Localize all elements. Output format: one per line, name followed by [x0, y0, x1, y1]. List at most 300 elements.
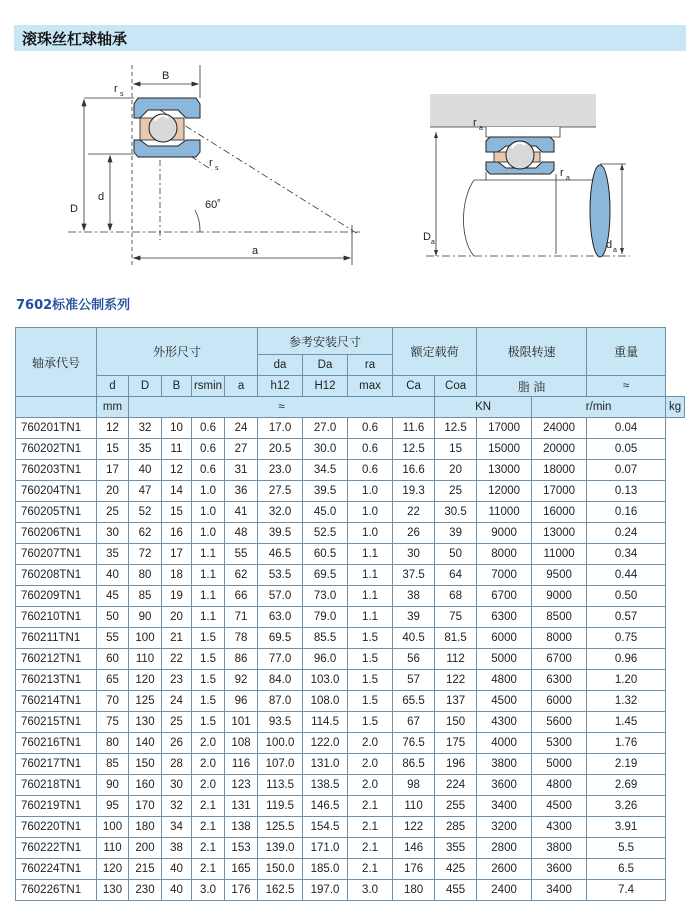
bearing-code-cell: 760210TN1: [16, 607, 97, 628]
table-cell: 18: [162, 565, 192, 586]
table-cell: 176: [393, 859, 435, 880]
table-cell: 15: [162, 502, 192, 523]
table-cell: 95: [97, 796, 129, 817]
table-cell: 131: [225, 796, 258, 817]
table-cell: 180: [393, 880, 435, 901]
label-Da: D: [423, 231, 431, 243]
table-cell: 32: [129, 418, 162, 439]
table-cell: 12.5: [435, 418, 477, 439]
table-cell: 1.5: [348, 691, 393, 712]
table-cell: 0.57: [587, 607, 666, 628]
table-cell: 69.5: [258, 628, 303, 649]
table-cell: 19: [162, 586, 192, 607]
header-d: d: [97, 376, 129, 397]
table-cell: 7000: [477, 565, 532, 586]
table-cell: 2.1: [348, 796, 393, 817]
table-cell: 6700: [477, 586, 532, 607]
table-cell: 1.1: [348, 586, 393, 607]
label-d: d: [98, 191, 105, 203]
table-cell: 32.0: [258, 502, 303, 523]
table-cell: 8000: [532, 628, 587, 649]
table-cell: 62: [129, 523, 162, 544]
table-cell: 23.0: [258, 460, 303, 481]
table-cell: 176: [225, 880, 258, 901]
table-cell: 2.0: [192, 775, 225, 796]
table-cell: 21: [162, 628, 192, 649]
table-cell: 3400: [532, 880, 587, 901]
label-B: B: [162, 70, 170, 82]
table-cell: 0.75: [587, 628, 666, 649]
table-cell: 56: [393, 649, 435, 670]
table-cell: 2400: [477, 880, 532, 901]
bearing-spec-table: [15, 327, 685, 901]
header-code: 轴承代号: [16, 328, 97, 397]
unit-mm: mm: [97, 397, 129, 418]
table-cell: 2.0: [192, 754, 225, 775]
table-cell: 100.0: [258, 733, 303, 754]
table-cell: 17: [162, 544, 192, 565]
table-cell: 110: [129, 649, 162, 670]
table-cell: 30.0: [303, 439, 348, 460]
header-weight: 重量: [587, 328, 666, 376]
table-row: [16, 712, 685, 733]
table-cell: 81.5: [435, 628, 477, 649]
table-row: [16, 754, 685, 775]
table-cell: 52.5: [303, 523, 348, 544]
header-a: a: [225, 376, 258, 397]
table-cell: 185.0: [303, 859, 348, 880]
table-cell: 28: [162, 754, 192, 775]
table-cell: 17000: [532, 481, 587, 502]
table-cell: 4500: [477, 691, 532, 712]
table-cell: 22: [162, 649, 192, 670]
bearing-code-cell: 760205TN1: [16, 502, 97, 523]
left-bearing-diagram: [68, 65, 360, 265]
table-cell: 170: [129, 796, 162, 817]
table-cell: 146.5: [303, 796, 348, 817]
table-cell: 120: [129, 670, 162, 691]
table-cell: 4000: [477, 733, 532, 754]
table-cell: 1.0: [348, 502, 393, 523]
table-row: [16, 460, 685, 481]
bearing-code-cell: 760224TN1: [16, 859, 97, 880]
table-cell: 36: [225, 481, 258, 502]
table-cell: 39.5: [303, 481, 348, 502]
table-cell: 1.5: [192, 691, 225, 712]
header-rsmin: rsmin: [192, 376, 225, 397]
table-cell: 138: [225, 817, 258, 838]
table-cell: 0.50: [587, 586, 666, 607]
table-cell: 22: [393, 502, 435, 523]
table-cell: 38: [162, 838, 192, 859]
table-cell: 76.5: [393, 733, 435, 754]
table-cell: 1.0: [192, 523, 225, 544]
table-row: [16, 607, 685, 628]
table-cell: 27.0: [303, 418, 348, 439]
label-D: D: [70, 203, 78, 215]
table-cell: 24000: [532, 418, 587, 439]
table-cell: 130: [97, 880, 129, 901]
title-bar: [14, 25, 686, 51]
table-row: [16, 439, 685, 460]
table-cell: 12000: [477, 481, 532, 502]
label-rs-top: r: [114, 83, 118, 95]
header-h12: h12: [258, 376, 303, 397]
table-cell: 40: [162, 859, 192, 880]
table-cell: 45: [97, 586, 129, 607]
table-cell: 18000: [532, 460, 587, 481]
table-cell: 24: [162, 691, 192, 712]
table-row: [16, 649, 685, 670]
table-cell: 90: [129, 607, 162, 628]
table-row: [16, 586, 685, 607]
table-row: [16, 628, 685, 649]
table-cell: 25: [97, 502, 129, 523]
table-cell: 355: [435, 838, 477, 859]
table-cell: 116: [225, 754, 258, 775]
table-cell: 112: [435, 649, 477, 670]
page-title: 滚珠丝杠球轴承: [22, 30, 128, 48]
table-cell: 175: [435, 733, 477, 754]
table-cell: 86.5: [393, 754, 435, 775]
table-cell: 52: [129, 502, 162, 523]
table-cell: 140: [129, 733, 162, 754]
bearing-code-cell: 760222TN1: [16, 838, 97, 859]
label-angle: 60˚: [205, 199, 221, 211]
table-cell: 7.4: [587, 880, 666, 901]
table-cell: 37.5: [393, 565, 435, 586]
table-cell: 34: [162, 817, 192, 838]
table-body: [16, 418, 685, 901]
table-cell: 23: [162, 670, 192, 691]
table-cell: 255: [435, 796, 477, 817]
table-cell: 2.0: [348, 754, 393, 775]
table-cell: 31: [225, 460, 258, 481]
table-cell: 196: [435, 754, 477, 775]
table-cell: 35: [97, 544, 129, 565]
table-row: [16, 838, 685, 859]
table-cell: 13000: [477, 460, 532, 481]
table-cell: 5000: [532, 754, 587, 775]
table-cell: 40: [162, 880, 192, 901]
label-rs-side: r: [209, 157, 213, 169]
table-cell: 27: [225, 439, 258, 460]
table-cell: 0.6: [348, 439, 393, 460]
table-cell: 108.0: [303, 691, 348, 712]
table-cell: 3600: [532, 859, 587, 880]
bearing-code-cell: 760204TN1: [16, 481, 97, 502]
table-cell: 4500: [532, 796, 587, 817]
table-row: [16, 796, 685, 817]
label-ra-top-sub: a: [479, 125, 483, 132]
table-cell: 0.96: [587, 649, 666, 670]
table-cell: 60: [97, 649, 129, 670]
table-cell: 50: [435, 544, 477, 565]
table-cell: 90: [97, 775, 129, 796]
table-cell: 6300: [477, 607, 532, 628]
table-cell: 103.0: [303, 670, 348, 691]
table-cell: 79.0: [303, 607, 348, 628]
table-cell: 108: [225, 733, 258, 754]
table-cell: 34.5: [303, 460, 348, 481]
table-cell: 2.1: [192, 859, 225, 880]
table-cell: 3800: [532, 838, 587, 859]
table-cell: 47: [129, 481, 162, 502]
table-row: [16, 691, 685, 712]
table-cell: 4300: [532, 817, 587, 838]
table-cell: 0.07: [587, 460, 666, 481]
table-cell: 1.5: [192, 649, 225, 670]
header-install-dims: 参考安装尺寸: [258, 328, 393, 355]
table-cell: 46.5: [258, 544, 303, 565]
header-rated-load: 额定载荷: [393, 328, 477, 376]
table-cell: 0.13: [587, 481, 666, 502]
header-outer-dims: 外形尺寸: [97, 328, 258, 376]
bearing-code-cell: 760202TN1: [16, 439, 97, 460]
table-cell: 122.0: [303, 733, 348, 754]
table-row: [16, 565, 685, 586]
table-cell: 0.05: [587, 439, 666, 460]
table-cell: 2.1: [192, 838, 225, 859]
table-cell: 5600: [532, 712, 587, 733]
table-cell: 2.1: [192, 817, 225, 838]
table-cell: 41: [225, 502, 258, 523]
table-cell: 1.1: [192, 586, 225, 607]
table-cell: 77.0: [258, 649, 303, 670]
table-cell: 17: [97, 460, 129, 481]
table-cell: 45.0: [303, 502, 348, 523]
table-row: [16, 502, 685, 523]
table-cell: 5000: [477, 649, 532, 670]
table-cell: 162.5: [258, 880, 303, 901]
table-row: [16, 733, 685, 754]
bearing-code-cell: 760206TN1: [16, 523, 97, 544]
table-cell: 15: [97, 439, 129, 460]
table-cell: 71: [225, 607, 258, 628]
table-cell: 0.24: [587, 523, 666, 544]
table-cell: 2.19: [587, 754, 666, 775]
header-grease: 脂 油: [477, 376, 587, 397]
table-cell: 197.0: [303, 880, 348, 901]
table-cell: 1.0: [348, 481, 393, 502]
label-ra-side-sub: a: [566, 175, 570, 182]
table-cell: 122: [393, 817, 435, 838]
table-cell: 150: [129, 754, 162, 775]
table-cell: 131.0: [303, 754, 348, 775]
table-cell: 139.0: [258, 838, 303, 859]
table-cell: 0.6: [348, 460, 393, 481]
table-cell: 1.1: [192, 544, 225, 565]
table-cell: 57: [393, 670, 435, 691]
table-cell: 0.6: [348, 418, 393, 439]
table-cell: 85.5: [303, 628, 348, 649]
bearing-code-cell: 760207TN1: [16, 544, 97, 565]
table-cell: 215: [129, 859, 162, 880]
header-Ca: Ca: [393, 376, 435, 397]
table-cell: 2.1: [348, 859, 393, 880]
table-cell: 30: [393, 544, 435, 565]
label-rs-side-sub: s: [215, 165, 219, 172]
table-cell: 100: [129, 628, 162, 649]
table-cell: 1.76: [587, 733, 666, 754]
table-cell: 30: [97, 523, 129, 544]
table-cell: 1.5: [348, 649, 393, 670]
table-cell: 96.0: [303, 649, 348, 670]
table-cell: 200: [129, 838, 162, 859]
table-cell: 11000: [477, 502, 532, 523]
table-cell: 150.0: [258, 859, 303, 880]
table-cell: 160: [129, 775, 162, 796]
table-row: [16, 775, 685, 796]
table-cell: 55: [225, 544, 258, 565]
table-cell: 2.1: [348, 838, 393, 859]
bearing-code-cell: 760209TN1: [16, 586, 97, 607]
table-cell: 12.5: [393, 439, 435, 460]
table-cell: 180: [129, 817, 162, 838]
table-cell: 0.04: [587, 418, 666, 439]
bearing-code-cell: 760212TN1: [16, 649, 97, 670]
unit-kg: kg: [666, 397, 685, 418]
table-cell: 20: [162, 607, 192, 628]
table-row: [16, 418, 685, 439]
table-cell: 65.5: [393, 691, 435, 712]
table-cell: 114.5: [303, 712, 348, 733]
table-cell: 26: [393, 523, 435, 544]
table-cell: 20.5: [258, 439, 303, 460]
table-cell: 5.5: [587, 838, 666, 859]
table-cell: 1.0: [192, 502, 225, 523]
table-cell: 110: [393, 796, 435, 817]
table-cell: 84.0: [258, 670, 303, 691]
table-cell: 224: [435, 775, 477, 796]
table-cell: 10: [162, 418, 192, 439]
table-cell: 0.44: [587, 565, 666, 586]
table-cell: 48: [225, 523, 258, 544]
table-cell: 2.0: [348, 733, 393, 754]
table-cell: 4800: [532, 775, 587, 796]
label-ra-top: r: [473, 117, 477, 129]
unit-rpm: r/min: [532, 397, 666, 418]
table-cell: 1.5: [192, 628, 225, 649]
table-cell: 40: [129, 460, 162, 481]
table-cell: 1.0: [192, 481, 225, 502]
header-empty: [16, 397, 97, 418]
table-cell: 11000: [532, 544, 587, 565]
table-cell: 26: [162, 733, 192, 754]
table-cell: 165: [225, 859, 258, 880]
table-cell: 9000: [532, 586, 587, 607]
table-row: [16, 523, 685, 544]
header-D: D: [129, 376, 162, 397]
table-cell: 6000: [477, 628, 532, 649]
table-cell: 69.5: [303, 565, 348, 586]
table-cell: 3400: [477, 796, 532, 817]
label-da: d: [606, 239, 613, 251]
table-cell: 85: [97, 754, 129, 775]
table-cell: 2.1: [348, 817, 393, 838]
table-cell: 12: [162, 460, 192, 481]
right-bearing-diagram: [426, 94, 630, 257]
table-cell: 8000: [477, 544, 532, 565]
table-cell: 130: [129, 712, 162, 733]
table-cell: 66: [225, 586, 258, 607]
table-cell: 2800: [477, 838, 532, 859]
table-cell: 13000: [532, 523, 587, 544]
table-cell: 110: [97, 838, 129, 859]
table-cell: 25: [162, 712, 192, 733]
table-cell: 20000: [532, 439, 587, 460]
bearing-code-cell: 760201TN1: [16, 418, 97, 439]
table-cell: 3.0: [348, 880, 393, 901]
bearing-code-cell: 760217TN1: [16, 754, 97, 775]
table-cell: 2.1: [192, 796, 225, 817]
table-cell: 0.6: [192, 439, 225, 460]
table-cell: 4300: [477, 712, 532, 733]
table-cell: 5300: [532, 733, 587, 754]
header-speed-limit: 极限转速: [477, 328, 587, 376]
table-cell: 1.20: [587, 670, 666, 691]
table-cell: 96: [225, 691, 258, 712]
header-approx1: ≈: [587, 376, 666, 397]
header-B: B: [162, 376, 192, 397]
table-cell: 16.6: [393, 460, 435, 481]
table-cell: 75: [435, 607, 477, 628]
table-cell: 64: [435, 565, 477, 586]
table-cell: 1.1: [348, 607, 393, 628]
table-cell: 14: [162, 481, 192, 502]
label-ra-side: r: [560, 167, 564, 179]
table-cell: 153: [225, 838, 258, 859]
bearing-code-cell: 760226TN1: [16, 880, 97, 901]
table-header: [16, 328, 685, 418]
table-row: [16, 880, 685, 901]
table-cell: 25: [435, 481, 477, 502]
table-cell: 30.5: [435, 502, 477, 523]
table-row: [16, 859, 685, 880]
unit-approx: ≈: [129, 397, 435, 418]
table-cell: 11: [162, 439, 192, 460]
table-cell: 120: [97, 859, 129, 880]
table-cell: 68: [435, 586, 477, 607]
table-cell: 154.5: [303, 817, 348, 838]
table-cell: 137: [435, 691, 477, 712]
table-cell: 0.16: [587, 502, 666, 523]
header-max: max: [348, 376, 393, 397]
table-cell: 20: [435, 460, 477, 481]
table-cell: 70: [97, 691, 129, 712]
table-cell: 11.6: [393, 418, 435, 439]
table-cell: 1.1: [348, 565, 393, 586]
label-a: a: [252, 245, 259, 257]
header-Da: Da: [303, 355, 348, 376]
table-cell: 17000: [477, 418, 532, 439]
table-cell: 8500: [532, 607, 587, 628]
table-cell: 15: [435, 439, 477, 460]
table-cell: 75: [97, 712, 129, 733]
table-cell: 0.34: [587, 544, 666, 565]
table-cell: 125: [129, 691, 162, 712]
table-cell: 3.91: [587, 817, 666, 838]
table-row: [16, 670, 685, 691]
table-row: [16, 544, 685, 565]
bearing-code-cell: 760211TN1: [16, 628, 97, 649]
label-Da-sub: a: [431, 239, 435, 246]
table-cell: 20: [97, 481, 129, 502]
table-cell: 12: [97, 418, 129, 439]
header-ra: ra: [348, 355, 393, 376]
table-cell: 63.0: [258, 607, 303, 628]
table-cell: 60.5: [303, 544, 348, 565]
